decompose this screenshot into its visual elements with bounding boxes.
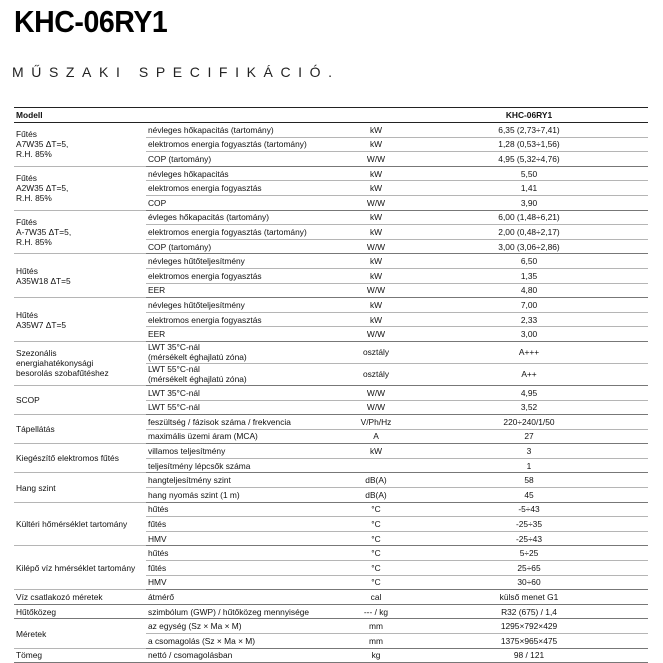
table-row: [14, 166, 648, 181]
value-cell: 2,00 (0,48÷2,17): [410, 225, 648, 240]
table-row: [14, 546, 648, 561]
unit-cell: kW: [342, 181, 410, 196]
param-label: hűtés: [146, 546, 342, 561]
value-cell: 1: [410, 458, 648, 473]
value-cell: 3,52: [410, 400, 648, 415]
value-cell: 220÷240/1/50: [410, 415, 648, 430]
group-label: Fűtés A7W35 ΔT=5, R.H. 85%: [14, 123, 146, 167]
unit-cell: °C: [342, 575, 410, 590]
value-cell: 58: [410, 473, 648, 488]
param-label: névleges hőkapacitás (tartomány): [146, 123, 342, 138]
value-cell: 5,50: [410, 166, 648, 181]
param-label: elektromos energia fogyasztás: [146, 268, 342, 283]
param-label: nettó / csomagolásban: [146, 648, 342, 663]
value-cell: 4,80: [410, 283, 648, 298]
unit-cell: °C: [342, 531, 410, 546]
model-value: KHC-06RY1: [410, 108, 648, 123]
value-cell: 3: [410, 444, 648, 459]
unit-cell: kW: [342, 298, 410, 313]
unit-cell: mm: [342, 634, 410, 649]
group-label: Kilépő víz hmérséklet tartomány: [14, 546, 146, 590]
param-label: névleges hőkapacitás: [146, 166, 342, 181]
table-row: [14, 619, 648, 634]
param-label: HMV: [146, 531, 342, 546]
unit-cell: dB(A): [342, 473, 410, 488]
param-label: villamos teljesítmény: [146, 444, 342, 459]
unit-cell: kW: [342, 268, 410, 283]
group-label: Hűtés A35W18 ΔT=5: [14, 254, 146, 298]
param-label: hang nyomás szint (1 m): [146, 488, 342, 503]
unit-cell: kW: [342, 166, 410, 181]
unit-cell: kW: [342, 225, 410, 240]
param-label: szimbólum (GWP) / hűtőközeg mennyisége: [146, 604, 342, 619]
value-cell: 30÷60: [410, 575, 648, 590]
table-row: [14, 648, 648, 663]
page-subtitle: MŰSZAKI SPECIFIKÁCIÓ.: [12, 64, 340, 80]
table-row: [14, 444, 648, 459]
value-cell: 25÷65: [410, 561, 648, 576]
group-label: Méretek: [14, 619, 146, 648]
unit-cell: kW: [342, 312, 410, 327]
table-row: [14, 341, 648, 363]
value-cell: 1375×965×475: [410, 634, 648, 649]
table-row: [14, 590, 648, 605]
param-label: HMV: [146, 575, 342, 590]
unit-cell: W/W: [342, 195, 410, 210]
model-label: Modell: [14, 108, 146, 123]
group-label: Tápellátás: [14, 415, 146, 444]
table-row: [14, 473, 648, 488]
param-label: LWT 55°C-nál (mérsékelt éghajlatú zóna): [146, 363, 342, 385]
table-row: [14, 298, 648, 313]
param-label: teljesítmény lépcsők száma: [146, 458, 342, 473]
group-label: Hang szint: [14, 473, 146, 502]
table-row: [14, 210, 648, 225]
table-row: [14, 604, 648, 619]
param-label: elektromos energia fogyasztás (tartomány): [146, 225, 342, 240]
unit-cell: °C: [342, 561, 410, 576]
unit-cell: cal: [342, 590, 410, 605]
value-cell: 5÷25: [410, 546, 648, 561]
unit-cell: °C: [342, 517, 410, 532]
table-row: [14, 502, 648, 517]
unit-cell: osztály: [342, 341, 410, 363]
unit-cell: W/W: [342, 239, 410, 254]
table-row: [14, 254, 648, 269]
value-cell: 1295×792×429: [410, 619, 648, 634]
unit-cell: kW: [342, 137, 410, 152]
unit-cell: [342, 458, 410, 473]
group-label: SCOP: [14, 385, 146, 414]
param-label: EER: [146, 327, 342, 342]
unit-cell: W/W: [342, 327, 410, 342]
value-cell: 6,00 (1,48÷6,21): [410, 210, 648, 225]
param-label: elektromos energia fogyasztás: [146, 312, 342, 327]
param-label: átmérő: [146, 590, 342, 605]
value-cell: 3,00: [410, 327, 648, 342]
unit-cell: kW: [342, 444, 410, 459]
value-cell: 6,35 (2,73÷7,41): [410, 123, 648, 138]
group-label: Tömeg: [14, 648, 146, 663]
value-cell: -25÷35: [410, 517, 648, 532]
value-cell: A++: [410, 363, 648, 385]
param-label: maximális üzemi áram (MCA): [146, 429, 342, 444]
unit-cell: kW: [342, 210, 410, 225]
group-label: Hűtőközeg: [14, 604, 146, 619]
unit-cell: W/W: [342, 283, 410, 298]
spec-table: [14, 107, 648, 663]
param-label: LWT 35°C-nál (mérsékelt éghajlatú zóna): [146, 341, 342, 363]
unit-cell: --- / kg: [342, 604, 410, 619]
param-label: fűtés: [146, 561, 342, 576]
group-label: Víz csatlakozó méretek: [14, 590, 146, 605]
value-cell: -25÷43: [410, 531, 648, 546]
table-row: [14, 415, 648, 430]
param-label: névleges hűtőteljesítmény: [146, 298, 342, 313]
value-cell: 7,00: [410, 298, 648, 313]
value-cell: 45: [410, 488, 648, 503]
unit-cell: °C: [342, 502, 410, 517]
param-label: az egység (Sz × Ma × M): [146, 619, 342, 634]
unit-cell: W/W: [342, 385, 410, 400]
value-cell: 6,50: [410, 254, 648, 269]
param-label: COP: [146, 195, 342, 210]
unit-cell: kW: [342, 123, 410, 138]
param-label: LWT 55°C-nál: [146, 400, 342, 415]
value-cell: 2,33: [410, 312, 648, 327]
unit-cell: osztály: [342, 363, 410, 385]
unit-cell: °C: [342, 546, 410, 561]
value-cell: 27: [410, 429, 648, 444]
param-label: névleges hűtőteljesítmény: [146, 254, 342, 269]
param-label: elektromos energia fogyasztás (tartomány): [146, 137, 342, 152]
group-label: Szezonális energiahatékonysági besorolás szobafűtéshez: [14, 341, 146, 385]
param-label: a csomagolás (Sz × Ma × M): [146, 634, 342, 649]
group-label: Fűtés A-7W35 ΔT=5, R.H. 85%: [14, 210, 146, 254]
value-cell: külső menet G1: [410, 590, 648, 605]
param-label: LWT 35°C-nál: [146, 385, 342, 400]
table-row: [14, 385, 648, 400]
group-label: Kiegészítő elektromos fűtés: [14, 444, 146, 473]
param-label: EER: [146, 283, 342, 298]
table-row: [14, 123, 648, 138]
value-cell: 1,35: [410, 268, 648, 283]
unit-cell: kg: [342, 648, 410, 663]
table-header-row: [14, 108, 648, 123]
unit-cell: W/W: [342, 400, 410, 415]
param-label: hűtés: [146, 502, 342, 517]
group-label: Fűtés A2W35 ΔT=5, R.H. 85%: [14, 166, 146, 210]
value-cell: 98 / 121: [410, 648, 648, 663]
group-label: Hűtés A35W7 ΔT=5: [14, 298, 146, 342]
unit-cell: W/W: [342, 152, 410, 167]
unit-cell: mm: [342, 619, 410, 634]
unit-cell: kW: [342, 254, 410, 269]
param-label: COP (tartomány): [146, 239, 342, 254]
param-label: évleges hőkapacitás (tartomány): [146, 210, 342, 225]
value-cell: 1,41: [410, 181, 648, 196]
value-cell: 4,95 (5,32÷4,76): [410, 152, 648, 167]
value-cell: A+++: [410, 341, 648, 363]
param-label: COP (tartomány): [146, 152, 342, 167]
param-label: fűtés: [146, 517, 342, 532]
value-cell: 3,00 (3,06÷2,86): [410, 239, 648, 254]
value-cell: 3,90: [410, 195, 648, 210]
page-title: KHC-06RY1: [14, 4, 168, 39]
unit-cell: V/Ph/Hz: [342, 415, 410, 430]
unit-cell: A: [342, 429, 410, 444]
group-label: Kültéri hőmérséklet tartomány: [14, 502, 146, 546]
value-cell: 4,95: [410, 385, 648, 400]
value-cell: -5÷43: [410, 502, 648, 517]
param-label: elektromos energia fogyasztás: [146, 181, 342, 196]
value-cell: 1,28 (0,53÷1,56): [410, 137, 648, 152]
param-label: feszültség / fázisok száma / frekvencia: [146, 415, 342, 430]
param-label: hangteljesítmény szint: [146, 473, 342, 488]
value-cell: R32 (675) / 1,4: [410, 604, 648, 619]
unit-cell: dB(A): [342, 488, 410, 503]
